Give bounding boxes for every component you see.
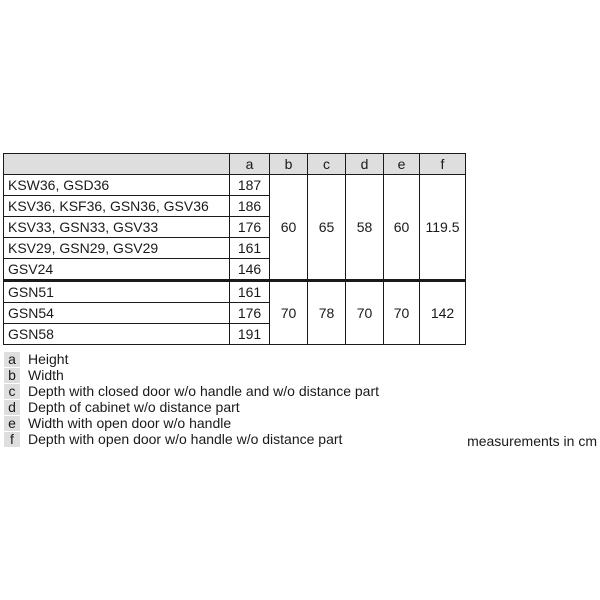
legend-text: Depth with closed door w/o handle and w/o distance part bbox=[28, 383, 379, 399]
model-cell: KSV29, GSN29, GSV29 bbox=[4, 238, 230, 259]
open-width-cell: 60 bbox=[384, 175, 420, 281]
legend-text: Width with open door w/o handle bbox=[28, 415, 232, 431]
header-a: a bbox=[230, 154, 270, 175]
legend-item bbox=[4, 415, 379, 431]
legend bbox=[4, 351, 379, 447]
legend-item bbox=[4, 431, 379, 447]
header-e: e bbox=[384, 154, 420, 175]
width-cell: 60 bbox=[270, 175, 308, 281]
header-b: b bbox=[270, 154, 308, 175]
dimensions-table bbox=[3, 153, 466, 345]
height-cell: 187 bbox=[230, 175, 270, 196]
model-cell: GSN54 bbox=[4, 303, 230, 324]
table-row bbox=[4, 175, 466, 196]
open-depth-cell: 119.5 bbox=[420, 175, 466, 281]
height-cell: 161 bbox=[230, 281, 270, 303]
legend-key: a bbox=[4, 352, 20, 367]
legend-key: c bbox=[4, 384, 20, 399]
model-cell: GSN58 bbox=[4, 324, 230, 345]
legend-key: b bbox=[4, 368, 20, 383]
header-row bbox=[4, 154, 466, 175]
legend-item bbox=[4, 383, 379, 399]
open-depth-cell: 142 bbox=[420, 281, 466, 345]
legend-text: Depth with open door w/o handle w/o distance part bbox=[28, 431, 343, 447]
legend-key: d bbox=[4, 400, 20, 415]
open-width-cell: 70 bbox=[384, 281, 420, 345]
units-note: measurements in cm bbox=[467, 433, 597, 449]
legend-item bbox=[4, 367, 379, 383]
depth-closed-cell: 78 bbox=[308, 281, 346, 345]
table-row bbox=[4, 281, 466, 303]
legend-item bbox=[4, 399, 379, 415]
model-cell: GSV24 bbox=[4, 259, 230, 281]
height-cell: 146 bbox=[230, 259, 270, 281]
height-cell: 161 bbox=[230, 238, 270, 259]
header-f: f bbox=[420, 154, 466, 175]
model-cell: KSV33, GSN33, GSV33 bbox=[4, 217, 230, 238]
legend-key: f bbox=[4, 432, 20, 447]
legend-text: Height bbox=[28, 351, 69, 367]
header-c: c bbox=[308, 154, 346, 175]
legend-item bbox=[4, 351, 379, 367]
cabinet-depth-cell: 70 bbox=[346, 281, 384, 345]
model-cell: KSV36, KSF36, GSN36, GSV36 bbox=[4, 196, 230, 217]
cabinet-depth-cell: 58 bbox=[346, 175, 384, 281]
height-cell: 186 bbox=[230, 196, 270, 217]
height-cell: 176 bbox=[230, 217, 270, 238]
depth-closed-cell: 65 bbox=[308, 175, 346, 281]
legend-text: Width bbox=[28, 367, 64, 383]
model-cell: KSW36, GSD36 bbox=[4, 175, 230, 196]
height-cell: 191 bbox=[230, 324, 270, 345]
width-cell: 70 bbox=[270, 281, 308, 345]
height-cell: 176 bbox=[230, 303, 270, 324]
legend-key: e bbox=[4, 416, 20, 431]
model-cell: GSN51 bbox=[4, 281, 230, 303]
legend-text: Depth of cabinet w/o distance part bbox=[28, 399, 240, 415]
header-d: d bbox=[346, 154, 384, 175]
header-model bbox=[4, 154, 230, 175]
